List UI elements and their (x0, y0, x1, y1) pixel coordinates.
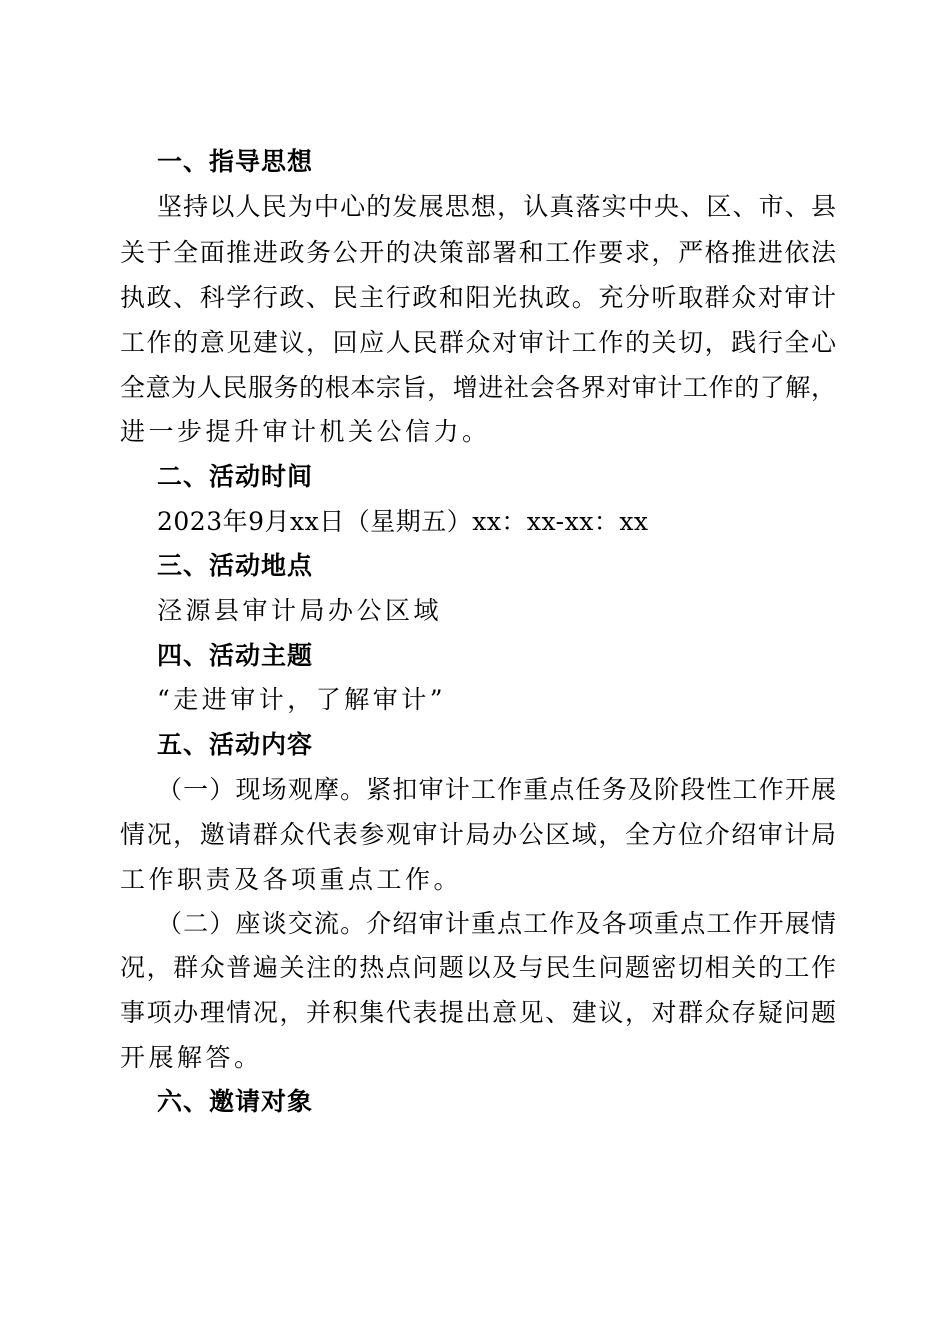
paragraph-line: （一）现场观摩。紧扣审计工作重点任务及阶段性工作开展 (157, 775, 836, 804)
paragraph-line: 全意为人民服务的根本宗旨，增进社会各界对审计工作的了解， (120, 373, 836, 402)
section-heading-activity-location: 三、活动地点 (157, 551, 314, 580)
paragraph-line: （二）座谈交流。介绍审计重点工作及各项重点工作开展情 (157, 909, 836, 938)
paragraph-line: 情况，邀请群众代表参观审计局办公区域，全方位介绍审计局 (120, 820, 836, 849)
section-heading-guiding-ideology: 一、指导思想 (157, 147, 314, 176)
paragraph-line: 工作职责及各项重点工作。 (120, 865, 463, 894)
section-heading-invitees: 六、邀请对象 (157, 1087, 314, 1116)
activity-location-value: 泾源县审计局办公区域 (157, 596, 443, 625)
section-heading-activity-time: 二、活动时间 (157, 462, 314, 491)
paragraph-line: 坚持以人民为中心的发展思想，认真落实中央、区、市、县 (157, 192, 836, 221)
paragraph-line: 开展解答。 (120, 1043, 263, 1072)
paragraph-line: 工作的意见建议，回应人民群众对审计工作的关切，践行全心 (120, 328, 836, 357)
activity-time-value: 2023年9月xx日（星期五）xx：xx-xx：xx (157, 507, 649, 536)
paragraph-line: 执政、科学行政、民主行政和阳光执政。充分听取群众对审计 (120, 283, 836, 312)
section-heading-activity-content: 五、活动内容 (157, 730, 314, 759)
section-heading-activity-theme: 四、活动主题 (157, 641, 314, 670)
paragraph-line: 况，群众普遍关注的热点问题以及与民生问题密切相关的工作 (120, 953, 836, 982)
paragraph-line: 进一步提升审计机关公信力。 (120, 417, 491, 446)
paragraph-line: 事项办理情况，并积集代表提出意见、建议，对群众存疑问题 (120, 998, 836, 1027)
paragraph-line: 关于全面推进政务公开的决策部署和工作要求，严格推进依法 (120, 238, 836, 267)
activity-theme-value: “走进审计，了解审计” (157, 685, 447, 714)
